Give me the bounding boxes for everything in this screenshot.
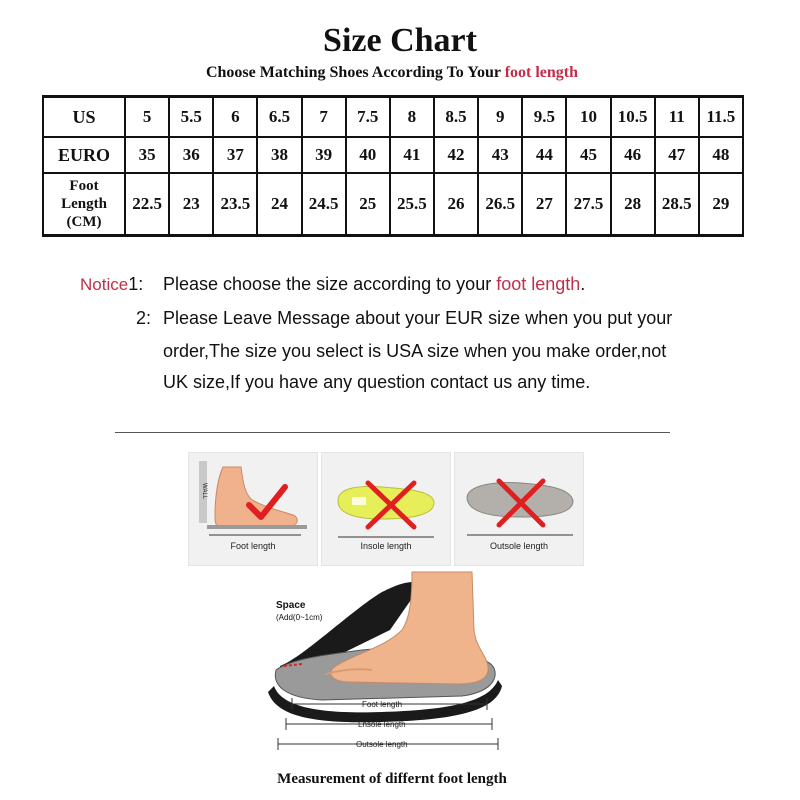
foot-shape bbox=[215, 467, 297, 526]
foot-cm-cell: 29 bbox=[699, 173, 743, 236]
diagram-insole-length-label: Lnsole length bbox=[358, 720, 406, 729]
euro-cell: 47 bbox=[655, 137, 699, 173]
page-subtitle bbox=[0, 64, 784, 82]
us-cell: 6 bbox=[213, 97, 257, 138]
euro-cell: 44 bbox=[522, 137, 566, 173]
foot-label-line: (CM) bbox=[66, 214, 102, 230]
euro-cell: 46 bbox=[611, 137, 655, 173]
outsole-length-panel bbox=[454, 452, 584, 566]
notice-line-1 bbox=[80, 274, 143, 295]
us-cell: 8.5 bbox=[434, 97, 478, 138]
size-table bbox=[42, 95, 744, 237]
us-cell: 6.5 bbox=[257, 97, 301, 138]
notice-number: 2: bbox=[136, 308, 152, 328]
notice-line-3: order,The size you select is USA size when you make order,not bbox=[163, 341, 667, 361]
notice-line-4: UK size,If you have any question contact us any time. bbox=[163, 372, 591, 392]
wall-label: WALL bbox=[201, 483, 207, 500]
foot-cm-cell: 24 bbox=[257, 173, 301, 236]
foot-cm-cell: 23.5 bbox=[213, 173, 257, 236]
euro-cell: 35 bbox=[125, 137, 169, 173]
foot-label-line: Foot bbox=[69, 178, 99, 194]
euro-cell: 43 bbox=[478, 137, 522, 173]
foot-cm-cell: 27.5 bbox=[566, 173, 610, 236]
insole-length-caption: Insole length bbox=[360, 541, 412, 551]
euro-cell: 48 bbox=[699, 137, 743, 173]
us-cell: 10.5 bbox=[611, 97, 655, 138]
foot-cm-cell: 22.5 bbox=[125, 173, 169, 236]
foot-cm-cell: 23 bbox=[169, 173, 213, 236]
us-cell: 5 bbox=[125, 97, 169, 138]
outsole-length-caption: Outsole length bbox=[489, 541, 549, 551]
euro-cell: 45 bbox=[566, 137, 610, 173]
page-title: Size Chart bbox=[323, 22, 477, 59]
insole-length-panel bbox=[321, 452, 451, 566]
diagram-foot-length-label: Foot length bbox=[362, 700, 403, 709]
measurement-caption: Measurement of differnt foot length bbox=[277, 771, 507, 787]
foot-cm-cell: 25 bbox=[346, 173, 390, 236]
us-cell: 11.5 bbox=[699, 97, 743, 138]
euro-cell: 36 bbox=[169, 137, 213, 173]
foot-cm-cell: 28.5 bbox=[655, 173, 699, 236]
euro-cell: 37 bbox=[213, 137, 257, 173]
us-cell: 9.5 bbox=[522, 97, 566, 138]
foot-cm-cell: 28 bbox=[611, 173, 655, 236]
notice-line-1-text bbox=[163, 274, 585, 295]
foot-cm-cell: 27 bbox=[522, 173, 566, 236]
foot-length-panel bbox=[188, 452, 318, 566]
us-label: US bbox=[43, 97, 125, 138]
foot-cm-cell: 26.5 bbox=[478, 173, 522, 236]
us-cell: 7 bbox=[302, 97, 346, 138]
us-cell: 9 bbox=[478, 97, 522, 138]
euro-cell: 39 bbox=[302, 137, 346, 173]
foot-length-caption: Foot length bbox=[230, 541, 276, 551]
us-cell: 7.5 bbox=[346, 97, 390, 138]
notice-punct: . bbox=[580, 274, 586, 294]
ruler-shape bbox=[207, 525, 307, 529]
foot-cm-cell: 25.5 bbox=[390, 173, 434, 236]
foot-length-label bbox=[43, 173, 125, 236]
subtitle-accent: foot length bbox=[504, 64, 579, 81]
us-row bbox=[43, 97, 743, 138]
space-label: Space bbox=[276, 600, 306, 611]
foot-label-line: Length bbox=[61, 196, 107, 212]
us-cell: 10 bbox=[566, 97, 610, 138]
foot-cm-cell: 24.5 bbox=[302, 173, 346, 236]
notice-number: 1: bbox=[128, 274, 144, 294]
us-cell: 5.5 bbox=[169, 97, 213, 138]
euro-row bbox=[43, 137, 743, 173]
insole-logo bbox=[352, 497, 366, 505]
euro-cell: 38 bbox=[257, 137, 301, 173]
space-sub-label: (Add(0~1cm) bbox=[276, 613, 323, 622]
euro-cell: 40 bbox=[346, 137, 390, 173]
euro-cell: 42 bbox=[434, 137, 478, 173]
foot-cm-cell: 26 bbox=[434, 173, 478, 236]
foot-length-row bbox=[43, 173, 743, 236]
euro-label: EURO bbox=[43, 137, 125, 173]
us-cell: 8 bbox=[390, 97, 434, 138]
subtitle-text: Choose Matching Shoes According To Your bbox=[205, 64, 501, 81]
notice-accent: foot length bbox=[496, 274, 581, 294]
diagram-outsole-length-label: Outsole length bbox=[356, 740, 408, 749]
notice-text: Please choose the size according to your bbox=[163, 274, 492, 294]
notice-label: Notice bbox=[80, 275, 129, 294]
euro-cell: 41 bbox=[390, 137, 434, 173]
us-cell: 11 bbox=[655, 97, 699, 138]
measurement-diagram bbox=[262, 570, 512, 760]
notice-line-2: Please Leave Message about your EUR size when you put your bbox=[163, 308, 673, 328]
divider bbox=[115, 432, 670, 433]
